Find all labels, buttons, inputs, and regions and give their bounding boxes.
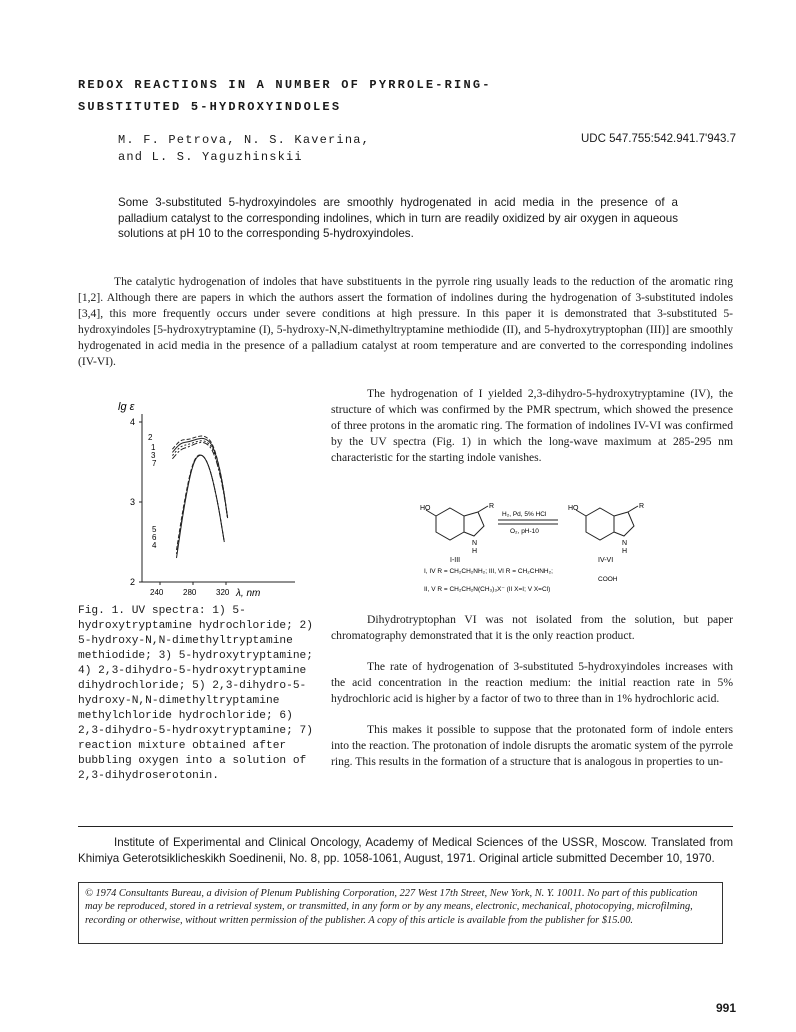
ho-left: HO: [420, 505, 431, 512]
curve-label-1: 1: [151, 443, 156, 452]
abstract: Some 3-substituted 5-hydroxyindoles are smoothly hydrogenated in acid media in the presence of a palladium catalyst to the corresponding indolines, which in turn are readily oxidized by air oxygen in aqueous solutions at pH 10 to the corresponding 5-hydroxyindoles.: [118, 196, 678, 241]
right-column-top: [331, 386, 733, 466]
intro-paragraph: The catalytic hydrogenation of indoles that have substituents in the pyrrole ring usually leads to the reduction of the aromatic ring [1,2]. Although there are papers in which the authors assert the formation of indolines during the hydrogenation of 3-substituted indoles [3,4], this more frequently occurs under severe conditions at high pressure. In this paper it is demonstrated that 3-substituted 5-hydroxyindoles [5-hydroxytryptamine (I), 5-hydroxy-N,N-dimethyltryptamine methiodide (II), and 5-hydroxytryptophan (III)] are smoothly hydrogenated in acid media in the presence of a palladium catalyst at room temperature and are converted to the corresponding indolines (IV-VI).: [78, 275, 733, 368]
spectrum-curve-2: [172, 436, 227, 518]
article-title-line-2: SUBSTITUTED 5-HYDROXYINDOLES: [78, 100, 342, 114]
arrow-conditions-top: H₂, Pd, 5% HCl: [502, 511, 547, 518]
authors-line-2: and L. S. Yaguzhinskii: [118, 150, 303, 164]
spectrum-curve-1: [172, 438, 227, 518]
scheme-definition-1: I, IV R = CH₂CH₂NH₂; III, VI R = CH₂CHNH₂;: [424, 568, 553, 575]
spectrum-curve-7: [172, 442, 227, 518]
curve-label-3: 3: [151, 451, 156, 460]
curve-label-7: 7: [152, 459, 157, 468]
indole-structure: [426, 506, 488, 540]
label-i-iii: I-III: [450, 557, 461, 564]
paragraph-protonation: This makes it possible to suppose that the protonated form of indole enters into the reaction. The protonation of indole disrupts the aromatic system of the pyrrole ring. This results in the formation of a structure that is analogous in properties to un-: [331, 723, 733, 768]
n-right: N: [622, 540, 628, 547]
r-right: R: [639, 503, 645, 510]
arrow-conditions-bottom: O₂, pH-10: [510, 528, 539, 535]
paragraph-rate: The rate of hydrogenation of 3-substituted 5-hydroxyindoles increases with the acid concentration in the reaction medium: the initial reaction rate in 5% hydrochloric acid is higher by a factor of two to three than in 1% hydrochloric acid.: [331, 660, 733, 705]
authors-line-1: M. F. Petrova, N. S. Kaverina,: [118, 133, 371, 147]
h-left: H: [472, 548, 478, 555]
spectra-curves: [172, 436, 227, 558]
udc-code: UDC 547.755:542.941.7'943.7: [580, 133, 736, 145]
spectrum-curve-5: [177, 455, 225, 550]
curve-label-2: 2: [148, 433, 153, 442]
y-tick-3: 3: [130, 497, 136, 507]
figure-caption: Fig. 1. UV spectra: 1) 5-hydroxytryptamine hydrochloride; 2) 5-hydroxy-N,N-dimethyltryptamine methiodide; 3) 5-hydroxytryptamine; 4) 2,3-dihydro-5-hydroxytryptamine dihydrochloride; 5) 2,3-dihydro-5-hydroxy-N,N-dimethyltryptamine methylchloride hydrochloride; 6) 2,3-dihydro-5-hydroxytryptamine; 7) reaction mixture obtained after bubbling oxygen into a solution of 2,3-dihydroserotonin.: [78, 605, 313, 782]
article-title-line-1: REDOX REACTIONS IN A NUMBER OF PYRROLE-RING-: [78, 78, 492, 92]
curve-label-6: 6: [152, 533, 157, 542]
reaction-scheme: [420, 500, 670, 595]
scheme-definition-cooh: COOH: [598, 576, 618, 583]
scheme-definition-2: II, V R = CH₂CH₂N(CH₃)₃X⁻ (II X=I; V X=Cl): [424, 586, 551, 593]
paragraph-hydrogenation: The hydrogenation of I yielded 2,3-dihydro-5-hydroxytryptamine (IV), the structure of which was confirmed by the PMR spectrum, which showed the presence of three protons in the aromatic ring. The formation of indolines IV-VI was confirmed by the UV spectra (Fig. 1) in which the long-wave maximum at 285-295 nm characteristic for the starting indole vanishes.: [331, 387, 733, 464]
y-tick-2: 2: [130, 577, 136, 587]
footnote-divider: [78, 826, 733, 827]
page-number: 991: [715, 1001, 736, 1015]
paragraph-dihydrotryptophan: Dihydrotryptophan VI was not isolated from the solution, but paper chromatography demonstrated that it is the only reaction product.: [331, 613, 733, 642]
x-tick-320: 320: [216, 588, 230, 597]
right-column-bottom: [331, 612, 733, 770]
h-right: H: [622, 548, 628, 555]
label-iv-vi: IV-VI: [598, 557, 614, 564]
y-axis-label: lg ε: [118, 401, 135, 413]
n-left: N: [472, 540, 478, 547]
curve-label-5: 5: [152, 525, 157, 534]
y-tick-4: 4: [130, 417, 136, 427]
indoline-structure: [576, 506, 638, 540]
x-tick-240: 240: [150, 588, 164, 597]
uv-spectra-figure: [110, 392, 325, 604]
spectrum-curve-3: [172, 441, 227, 518]
r-left: R: [489, 503, 495, 510]
x-tick-280: 280: [183, 588, 197, 597]
institute-note: Institute of Experimental and Clinical Oncology, Academy of Medical Sciences of the USSR, Moscow. Translated from Khimiya Geterotsiklicheskikh Soedinenii, No. 8, pp. 1058-1061, August, 1971. Original article submitted December 10, 1970.: [78, 836, 733, 865]
ho-right: HO: [568, 505, 579, 512]
x-axis-label: λ, nm: [236, 588, 261, 599]
copyright-box: © 1974 Consultants Bureau, a division of Plenum Publishing Corporation, 227 West 17th Street, New York, N. Y. 10011. No part of this publication may be reproduced, stored in a retrieval system, or transmitted, in any form or by any means, electronic, mechanical, photocopying, microfilming, recording or otherwise, without written permission of the publisher. A copy of this article is available from the publisher for $15.00.: [78, 882, 723, 944]
curve-label-4: 4: [152, 541, 157, 550]
